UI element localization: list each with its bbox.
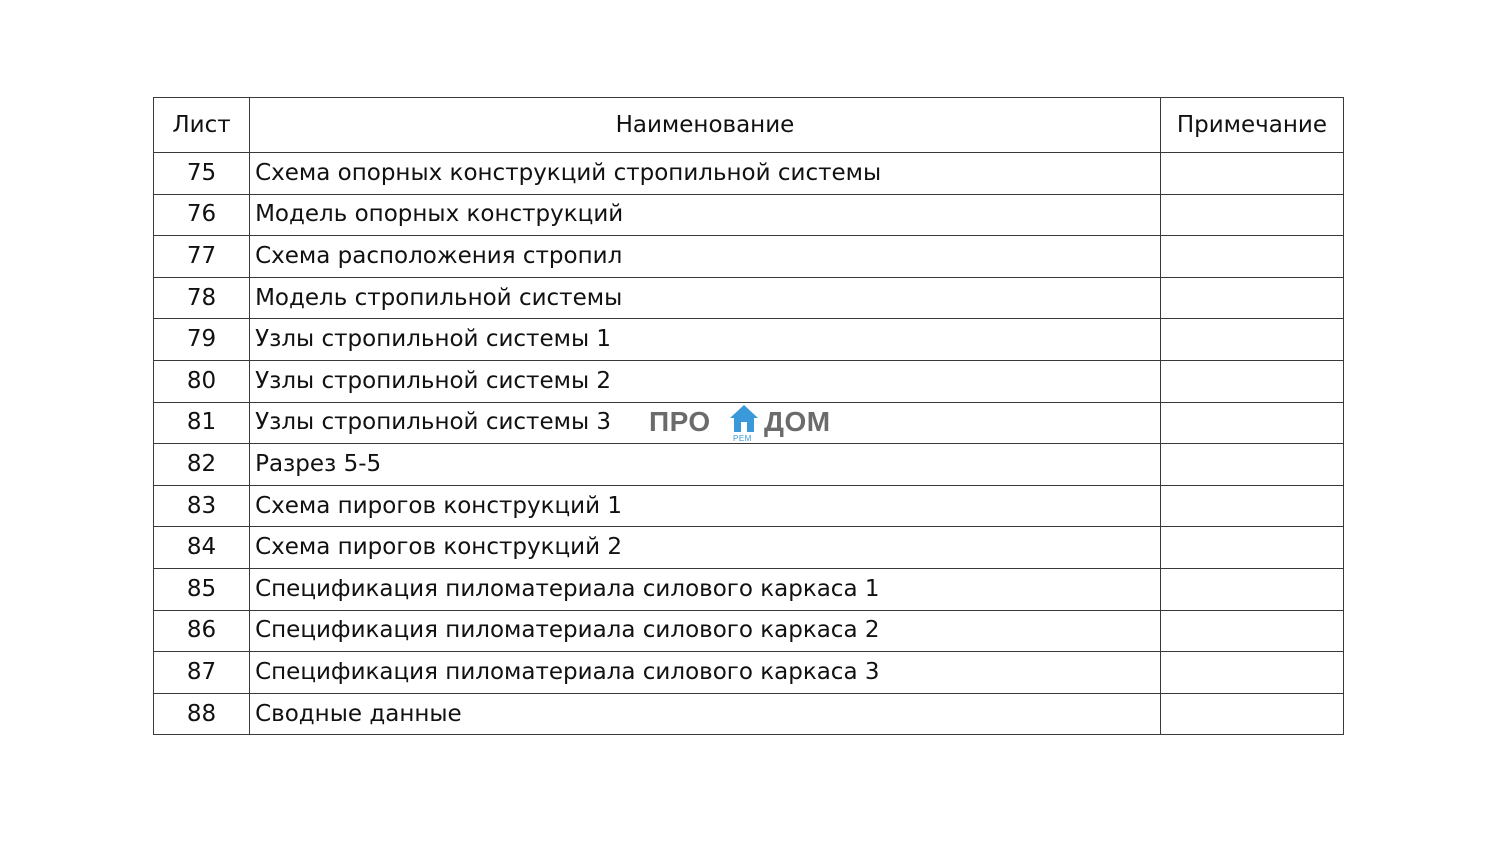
- sheet-name-cell: Разрез 5-5: [250, 444, 1161, 486]
- sheet-note-cell: [1160, 360, 1343, 402]
- sheet-number-cell: 88: [154, 693, 250, 735]
- sheet-name-cell: Модель стропильной системы: [250, 277, 1161, 319]
- sheet-name-cell: Спецификация пиломатериала силового каркаса 3: [250, 652, 1161, 694]
- sheet-name-cell: Модель опорных конструкций: [250, 194, 1161, 236]
- sheet-number-cell: 78: [154, 277, 250, 319]
- sheet-number-cell: 84: [154, 527, 250, 569]
- sheet-name-cell: Сводные данные: [250, 693, 1161, 735]
- sheet-note-cell: [1160, 444, 1343, 486]
- sheet-name-cell: Схема опорных конструкций стропильной системы: [250, 153, 1161, 195]
- header-note: Примечание: [1160, 98, 1343, 153]
- sheet-note-cell: [1160, 153, 1343, 195]
- watermark-small-text: РЕМ: [733, 434, 752, 443]
- table-row: [154, 319, 1344, 361]
- sheet-number-cell: 79: [154, 319, 250, 361]
- sheet-number-cell: 83: [154, 485, 250, 527]
- header-sheet: Лист: [154, 98, 250, 153]
- sheet-note-cell: [1160, 194, 1343, 236]
- sheet-number-cell: 76: [154, 194, 250, 236]
- sheet-name-cell: Спецификация пиломатериала силового каркаса 1: [250, 568, 1161, 610]
- sheet-number-cell: 86: [154, 610, 250, 652]
- sheet-number-cell: 75: [154, 153, 250, 195]
- sheet-name-cell: Схема пирогов конструкций 2: [250, 527, 1161, 569]
- sheet-number-cell: 80: [154, 360, 250, 402]
- table-row: [154, 153, 1344, 195]
- table-row: [154, 277, 1344, 319]
- table-row: [154, 194, 1344, 236]
- table-row: [154, 527, 1344, 569]
- sheet-note-cell: [1160, 319, 1343, 361]
- table-row: [154, 485, 1344, 527]
- sheet-number-cell: 85: [154, 568, 250, 610]
- sheet-note-cell: [1160, 610, 1343, 652]
- table-row: [154, 693, 1344, 735]
- watermark-left-text: ПРО: [649, 406, 711, 437]
- sheet-note-cell: [1160, 485, 1343, 527]
- sheet-name-cell: Схема пирогов конструкций 1: [250, 485, 1161, 527]
- sheet-name-cell: Спецификация пиломатериала силового каркаса 2: [250, 610, 1161, 652]
- sheet-note-cell: [1160, 402, 1343, 444]
- table-row: [154, 360, 1344, 402]
- header-name: Наименование: [250, 98, 1161, 153]
- sheet-name-cell: Узлы стропильной системы 3: [250, 402, 1161, 444]
- sheet-number-cell: 87: [154, 652, 250, 694]
- sheet-number-cell: 77: [154, 236, 250, 278]
- table-row: [154, 652, 1344, 694]
- sheet-note-cell: [1160, 652, 1343, 694]
- table-header-row: [154, 98, 1344, 153]
- sheet-name-cell: Узлы стропильной системы 2: [250, 360, 1161, 402]
- sheet-note-cell: [1160, 693, 1343, 735]
- table-row: [154, 402, 1344, 444]
- table-row: [154, 568, 1344, 610]
- sheet-name-cell: Узлы стропильной системы 1: [250, 319, 1161, 361]
- sheet-number-cell: 81: [154, 402, 250, 444]
- watermark-right-text: ДОМ: [764, 406, 831, 437]
- table-header: [154, 98, 1344, 153]
- sheet-name-cell: Схема расположения стропил: [250, 236, 1161, 278]
- sheet-note-cell: [1160, 568, 1343, 610]
- sheet-note-cell: [1160, 527, 1343, 569]
- sheet-note-cell: [1160, 236, 1343, 278]
- table-row: [154, 444, 1344, 486]
- sheet-index-table: [153, 97, 1344, 735]
- sheet-note-cell: [1160, 277, 1343, 319]
- sheet-number-cell: 82: [154, 444, 250, 486]
- table-body: [154, 153, 1344, 735]
- table-row: [154, 236, 1344, 278]
- table-row: [154, 610, 1344, 652]
